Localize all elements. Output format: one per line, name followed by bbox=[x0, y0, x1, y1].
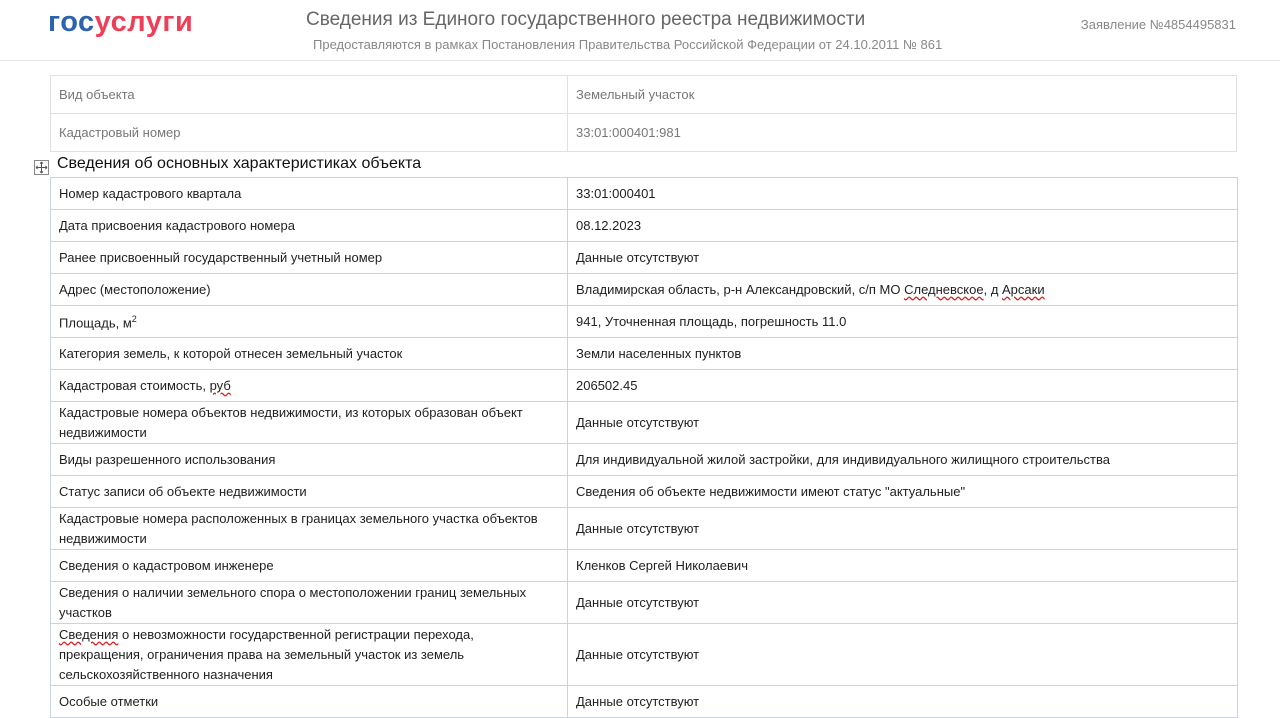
row-label: Кадастровые номера объектов недвижимости, из которых образован объект недвижимости bbox=[51, 402, 568, 444]
table-row bbox=[51, 274, 1238, 306]
row-label: Дата присвоения кадастрового номера bbox=[51, 210, 568, 242]
table-row bbox=[51, 686, 1238, 718]
table-row bbox=[51, 242, 1238, 274]
table-row bbox=[51, 444, 1238, 476]
row-value: Земельный участок bbox=[568, 76, 1237, 114]
row-label: Сведения о кадастровом инженере bbox=[51, 550, 568, 582]
row-value: 33:01:000401:981 bbox=[568, 114, 1237, 152]
table-row bbox=[51, 550, 1238, 582]
row-label: Номер кадастрового квартала bbox=[51, 178, 568, 210]
table-row bbox=[51, 178, 1238, 210]
table-move-handle-icon[interactable] bbox=[34, 160, 49, 175]
table-row bbox=[51, 210, 1238, 242]
table-row bbox=[51, 76, 1237, 114]
row-value: Данные отсутствуют bbox=[568, 686, 1238, 718]
document-title: Сведения из Единого государственного реестра недвижимости bbox=[306, 9, 866, 30]
row-value: Для индивидуальной жилой застройки, для индивидуального жилищного строительства bbox=[568, 444, 1238, 476]
table-row bbox=[51, 476, 1238, 508]
table-row bbox=[51, 338, 1238, 370]
row-value: Данные отсутствуют bbox=[568, 242, 1238, 274]
row-value: Кленков Сергей Николаевич bbox=[568, 550, 1238, 582]
row-value: Земли населенных пунктов bbox=[568, 338, 1238, 370]
section-title: Сведения об основных характеристиках объекта bbox=[57, 155, 422, 172]
row-label: Кадастровые номера расположенных в границах земельного участка объектов недвижимости bbox=[51, 508, 568, 550]
row-label: Виды разрешенного использования bbox=[51, 444, 568, 476]
table-row bbox=[51, 370, 1238, 402]
table-row bbox=[51, 402, 1238, 444]
table-row bbox=[51, 306, 1238, 338]
row-value: Данные отсутствуют bbox=[568, 582, 1238, 624]
row-label: Кадастровый номер bbox=[51, 114, 568, 152]
row-value: Данные отсутствуют bbox=[568, 508, 1238, 550]
row-label: Сведения о наличии земельного спора о местоположении границ земельных участков bbox=[51, 582, 568, 624]
document-subtitle: Предоставляются в рамках Постановления Правительства Российской Федерации от 24.10.2011 № 861 bbox=[313, 37, 943, 52]
row-value: 08.12.2023 bbox=[568, 210, 1238, 242]
row-label: Статус записи об объекте недвижимости bbox=[51, 476, 568, 508]
application-number: Заявление №4854495831 bbox=[1080, 17, 1236, 32]
row-label: Сведения о невозможности государственной регистрации перехода, прекращения, ограничения права на земельный участок из земель сельскохозяйственного назначения bbox=[51, 624, 568, 686]
row-label: Вид объекта bbox=[51, 76, 568, 114]
table-row bbox=[51, 508, 1238, 550]
table-row bbox=[51, 582, 1238, 624]
row-label: Ранее присвоенный государственный учетный номер bbox=[51, 242, 568, 274]
row-value: 33:01:000401 bbox=[568, 178, 1238, 210]
row-label: Площадь, $м^2$ bbox=[51, 306, 568, 338]
row-value: Данные отсутствуют bbox=[568, 402, 1238, 444]
row-value: Сведения об объекте недвижимости имеют статус "актуальные" bbox=[568, 476, 1238, 508]
object-info-table bbox=[50, 75, 1237, 152]
row-value: Данные отсутствуют bbox=[568, 624, 1238, 686]
row-label: Особые отметки bbox=[51, 686, 568, 718]
row-label: Кадастровая стоимость, руб bbox=[51, 370, 568, 402]
row-value: 941, Уточненная площадь, погрешность 11.0 bbox=[568, 306, 1238, 338]
table-row bbox=[51, 624, 1238, 686]
row-label: Адрес (местоположение) bbox=[51, 274, 568, 306]
table-row bbox=[51, 114, 1237, 152]
characteristics-table bbox=[50, 177, 1238, 718]
gosuslugi-logo[interactable]: госуслуги bbox=[48, 6, 194, 38]
document-header bbox=[0, 0, 1280, 61]
row-value: 206502.45 bbox=[568, 370, 1238, 402]
row-label: Категория земель, к которой отнесен земельный участок bbox=[51, 338, 568, 370]
row-value: Владимирская область, р-н Александровский, с/п МО Следневское, д Арсаки bbox=[568, 274, 1238, 306]
